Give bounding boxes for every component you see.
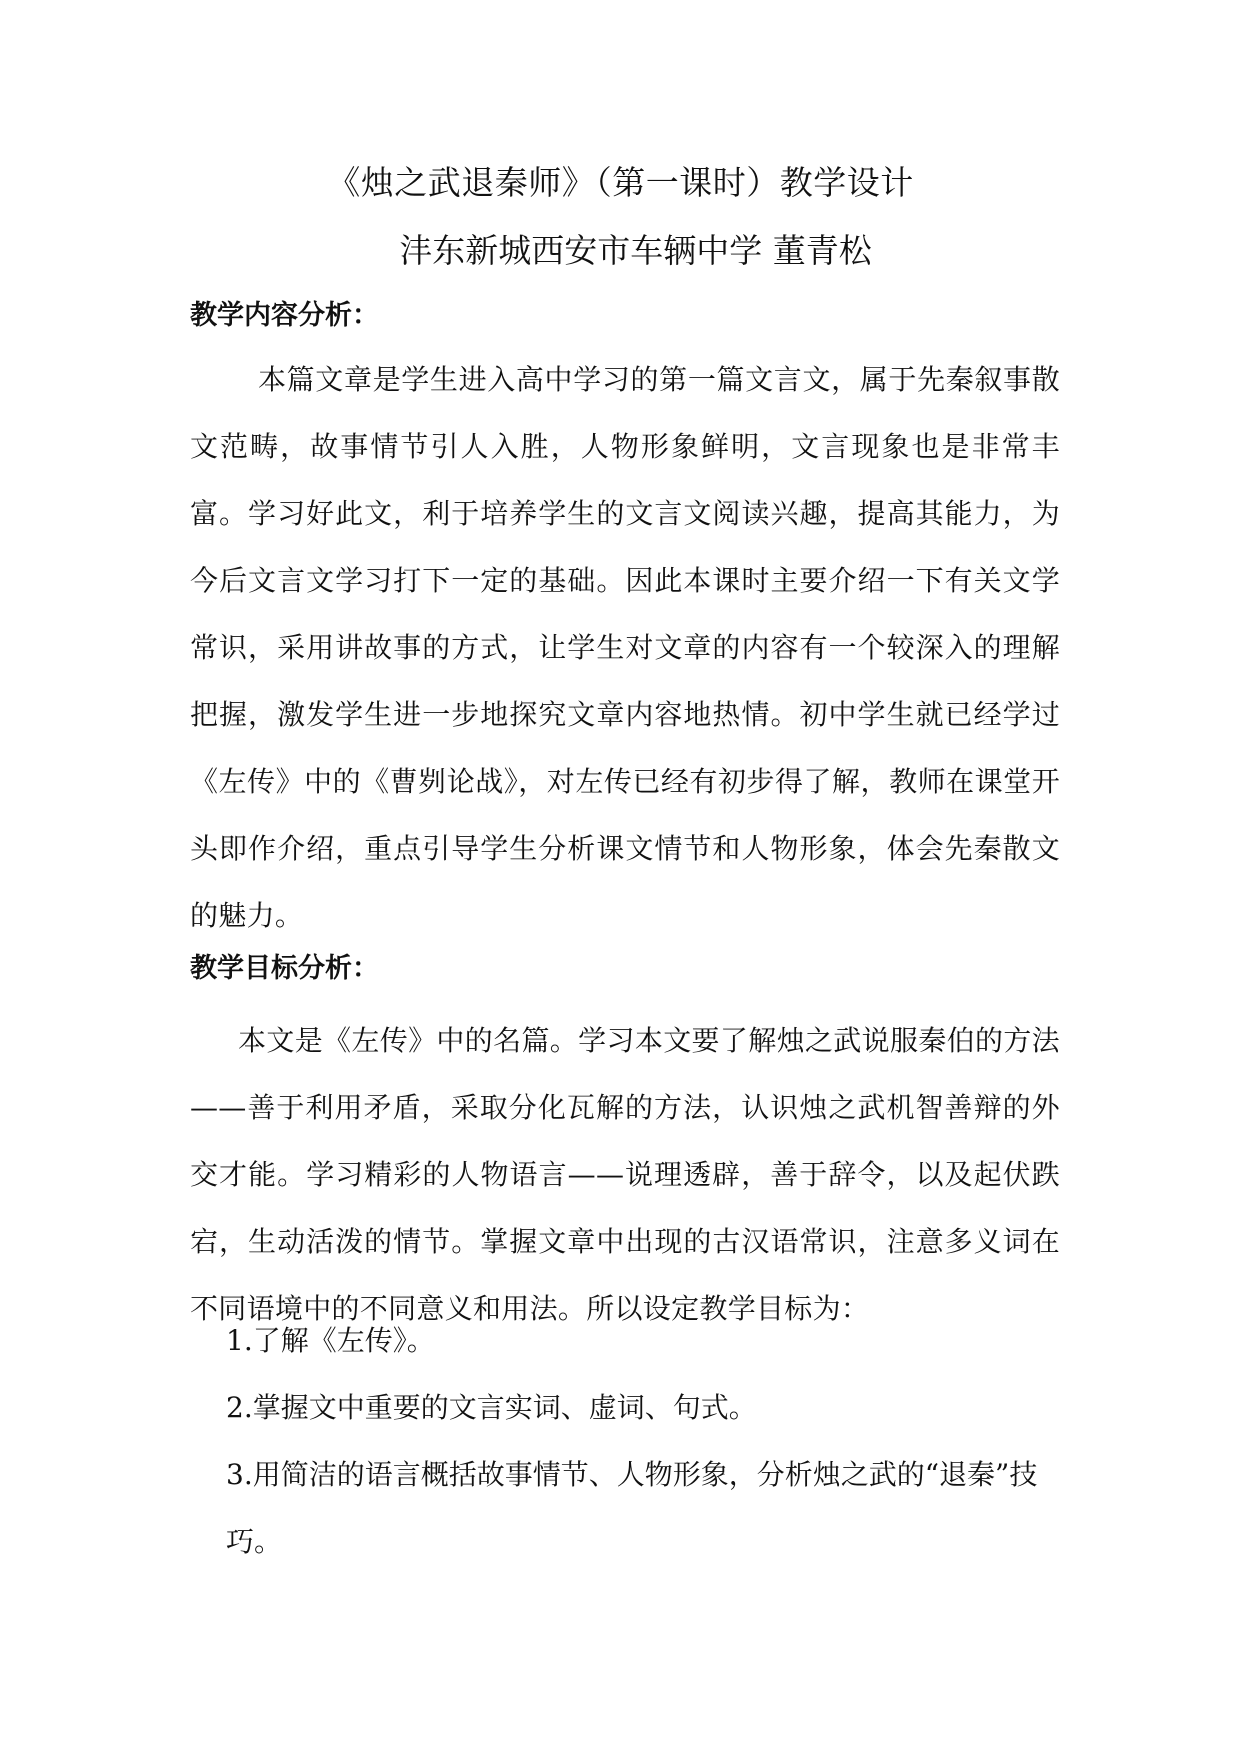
goals-list	[226, 1307, 1060, 1575]
section-paragraph-content-analysis: 本篇文章是学生进入高中学习的第一篇文言文，属于先秦叙事散文范畴，故事情节引人入胜，人物形象鲜明，文言现象也是非常丰富。学习好此文，利于培养学生的文言文阅读兴趣，提高其能力，为今后文言文学习打下一定的基础。因此本课时主要介绍一下有关文学常识，采用讲故事的方式，让学生对文章的内容有一个较深入的理解把握，激发学生进一步地探究文章内容地热情。初中学生就已经学过《左传》中的《曹刿论战》，对左传已经有初步得了解，教师在课堂开头即作介绍，重点引导学生分析课文情节和人物形象，体会先秦散文的魅力。	[190, 363, 1060, 932]
section-paragraph-goal-analysis: 本文是《左传》中的名篇。学习本文要了解烛之武说服秦伯的方法——善于利用矛盾，采取分化瓦解的方法，认识烛之武机智善辩的外交才能。学习精彩的人物语言——说理透辟，善于辞令，以及起伏跌宕，生动活泼的情节。掌握文章中出现的古汉语常识，注意多义词在不同语境中的不同意义和用法。所以设定教学目标为：	[190, 1024, 1060, 1325]
section-heading-goal-analysis: 教学目标分析：	[190, 953, 379, 984]
goal-item: 2.掌握文中重要的文言实词、虚词、句式。	[226, 1391, 757, 1424]
goal-item: 1.了解《左传》。	[226, 1324, 435, 1357]
document-author: 沣东新城西安市车辆中学 董青松	[399, 231, 872, 270]
goal-item: 3.用简洁的语言概括故事情节、人物形象，分析烛之武的“退秦”技巧。	[226, 1458, 1038, 1558]
section-heading-content-analysis: 教学内容分析：	[190, 300, 379, 331]
document-title: 《烛之武退秦师》（第一课时）教学设计	[327, 163, 914, 202]
